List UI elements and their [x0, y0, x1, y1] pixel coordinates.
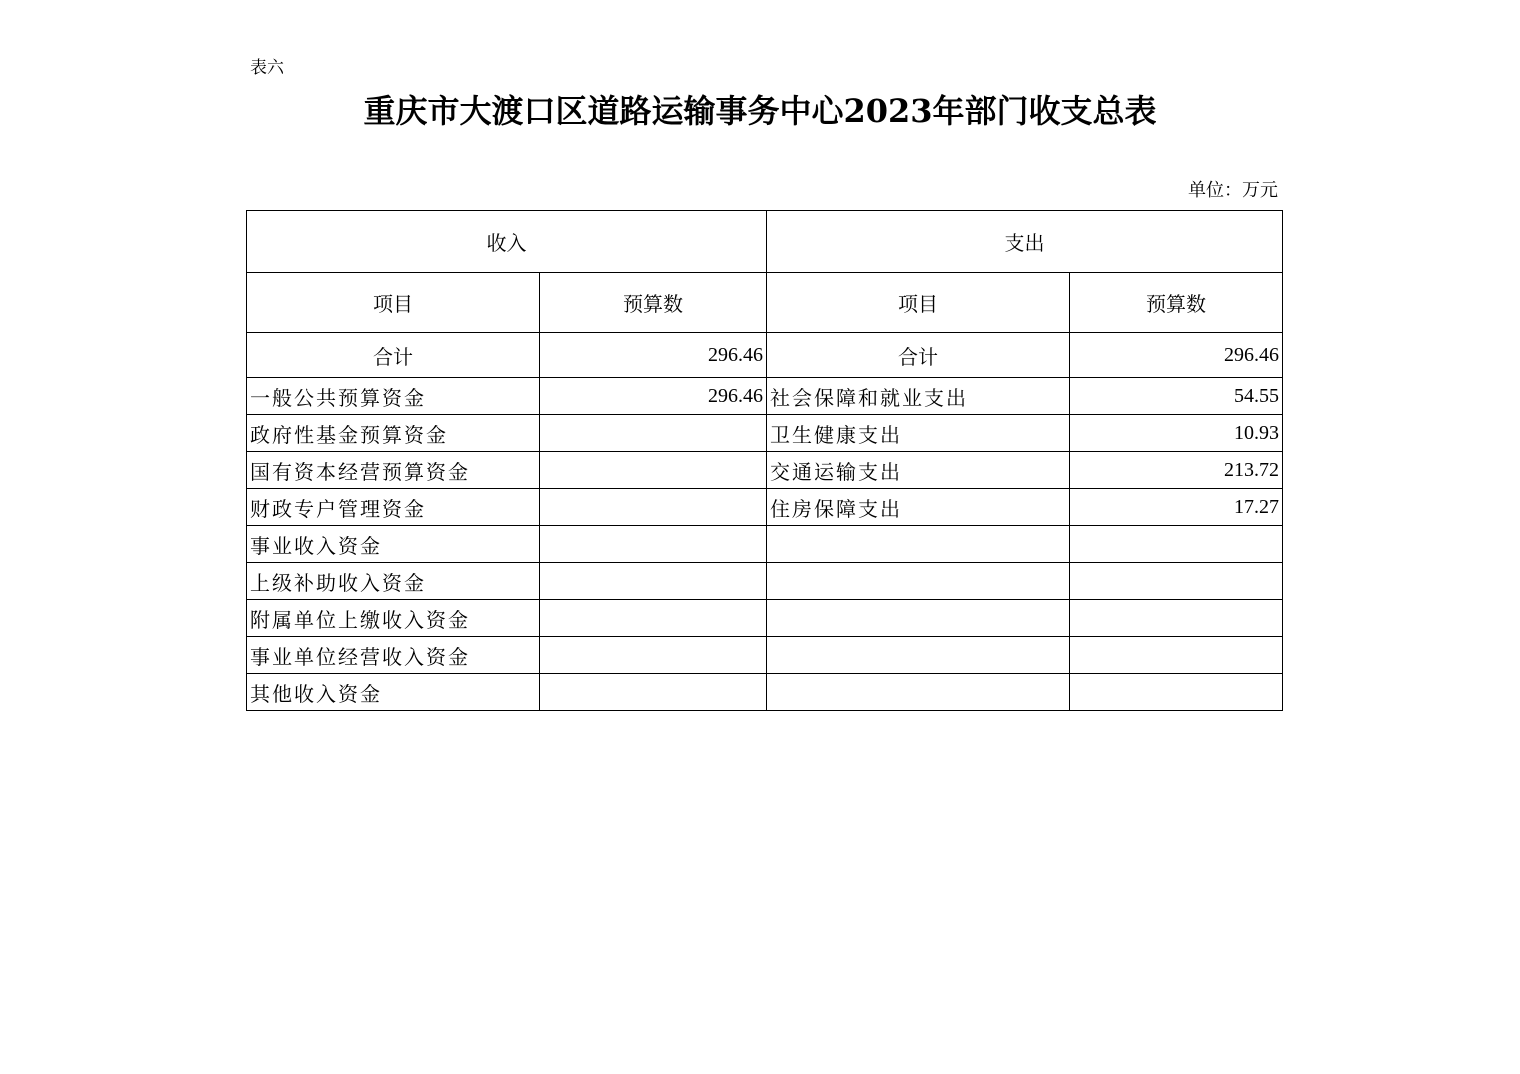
budget-summary-table [246, 210, 1283, 711]
expense-item: 住房保障支出 [767, 489, 1070, 526]
expense-total-value: 296.46 [1070, 333, 1283, 378]
income-value: 296.46 [540, 378, 767, 415]
expense-item [767, 526, 1070, 563]
income-item-column-header: 项目 [247, 273, 540, 333]
income-item: 上级补助收入资金 [247, 563, 540, 600]
income-total-value: 296.46 [540, 333, 767, 378]
income-budget-column-header: 预算数 [540, 273, 767, 333]
expense-value [1070, 674, 1283, 711]
income-value [540, 600, 767, 637]
table-row [247, 415, 1283, 452]
income-value [540, 489, 767, 526]
income-item: 一般公共预算资金 [247, 378, 540, 415]
income-value [540, 526, 767, 563]
table-row [247, 674, 1283, 711]
unit-label: 单位：万元 [1188, 180, 1278, 201]
expense-value [1070, 637, 1283, 674]
expense-item [767, 563, 1070, 600]
income-item: 事业单位经营收入资金 [247, 637, 540, 674]
expense-item [767, 637, 1070, 674]
income-item: 附属单位上缴收入资金 [247, 600, 540, 637]
table-row [247, 600, 1283, 637]
table-row [247, 378, 1283, 415]
expense-value [1070, 563, 1283, 600]
table-row [247, 489, 1283, 526]
expense-budget-column-header: 预算数 [1070, 273, 1283, 333]
expense-item: 卫生健康支出 [767, 415, 1070, 452]
expense-value: 17.27 [1070, 489, 1283, 526]
expense-value: 54.55 [1070, 378, 1283, 415]
expense-item: 社会保障和就业支出 [767, 378, 1070, 415]
page-title: 重庆市大渡口区道路运输事务中心2023年部门收支总表 [363, 92, 1157, 130]
expense-item-column-header: 项目 [767, 273, 1070, 333]
table-row [247, 637, 1283, 674]
income-value [540, 563, 767, 600]
income-item: 财政专户管理资金 [247, 489, 540, 526]
income-item: 事业收入资金 [247, 526, 540, 563]
expense-value [1070, 600, 1283, 637]
table-row [247, 452, 1283, 489]
income-value [540, 452, 767, 489]
expense-value [1070, 526, 1283, 563]
expense-value: 10.93 [1070, 415, 1283, 452]
income-value [540, 637, 767, 674]
table-number: 表六 [250, 58, 284, 78]
column-header-row [247, 273, 1283, 333]
table-row [247, 563, 1283, 600]
expense-header: 支出 [767, 211, 1283, 273]
expense-value: 213.72 [1070, 452, 1283, 489]
total-row [247, 333, 1283, 378]
expense-item [767, 600, 1070, 637]
table-row [247, 526, 1283, 563]
expense-item: 交通运输支出 [767, 452, 1070, 489]
income-total-label: 合计 [247, 333, 540, 378]
income-item: 国有资本经营预算资金 [247, 452, 540, 489]
income-value [540, 415, 767, 452]
expense-item [767, 674, 1070, 711]
income-value [540, 674, 767, 711]
income-item: 政府性基金预算资金 [247, 415, 540, 452]
section-header-row [247, 211, 1283, 273]
income-item: 其他收入资金 [247, 674, 540, 711]
income-header: 收入 [247, 211, 767, 273]
expense-total-label: 合计 [767, 333, 1070, 378]
